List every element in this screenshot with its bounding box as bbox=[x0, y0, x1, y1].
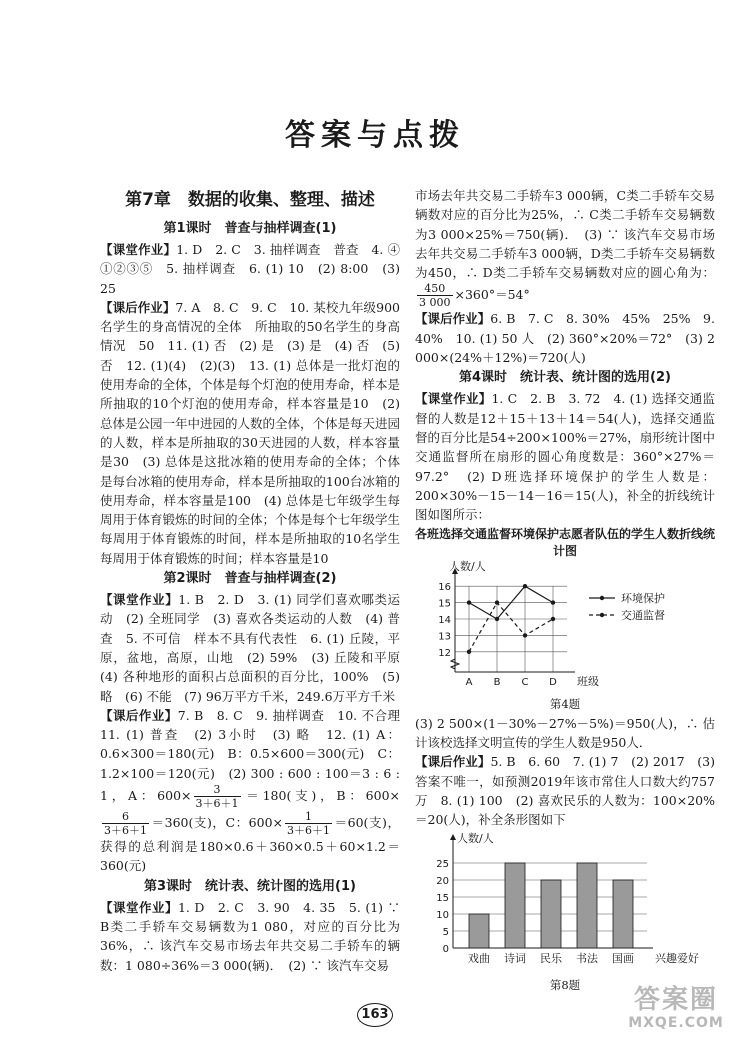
bar bbox=[541, 880, 561, 948]
figure-question-8 bbox=[415, 832, 715, 993]
fraction: $\frac{450}{3 000}$ bbox=[419, 282, 451, 310]
lesson-title-3: 第3课时 统计表、统计图的选用(1) bbox=[144, 878, 356, 894]
data-point bbox=[551, 601, 555, 605]
y-tick-label: 20 bbox=[436, 875, 449, 887]
left-column bbox=[100, 186, 413, 975]
legend-marker bbox=[600, 596, 604, 600]
watermark-logo bbox=[616, 985, 736, 1031]
lesson-3-after-answers: 【课后作业】6. B 7. C 8. 30% 45% 25% 9. 40% 10. (1) 50 人 (2) 360°×20%＝72° (3) 2 000×(24%＋12%)＝720(人) bbox=[415, 311, 715, 366]
chapter-title: 第7章 数据的收集、整理、描述 bbox=[125, 190, 375, 210]
watermark-url: MXQE.COM bbox=[628, 1015, 724, 1031]
data-point bbox=[523, 634, 527, 638]
x-tick-label: B bbox=[493, 677, 501, 689]
y-tick-label: 25 bbox=[436, 858, 449, 870]
class-work-tag: 【课堂作业】 bbox=[100, 899, 178, 915]
data-point bbox=[495, 617, 499, 621]
fraction: $\frac{1}{3+6+1}$ bbox=[287, 810, 331, 838]
y-tick-label: 15 bbox=[438, 599, 451, 611]
line-chart-title: 各班选择交通监督环境保护志愿者队伍的学生人数折线统计图 bbox=[415, 527, 716, 559]
after-work-tag: 【课后作业】 bbox=[415, 754, 491, 770]
lesson-4-after-answers: 【课后作业】5. B 6. 60 7. (1) 7 (2) 2017 (3) 答案不唯一，如预测2019年该市常住人口数大约757万 8. (1) 100 (2) 喜欢民乐的人数为：100×20%＝20(人)，补全条形图如下 bbox=[415, 754, 715, 828]
class-work-tag: 【课堂作业】 bbox=[100, 242, 177, 257]
fraction: $\frac{6}{3+6+1}$ bbox=[104, 810, 147, 838]
after-work-tag: 【课后作业】 bbox=[415, 311, 491, 327]
bar bbox=[505, 863, 525, 948]
watermark-text: 答案圈 bbox=[633, 985, 718, 1015]
x-tick-label: 国画 bbox=[612, 951, 634, 965]
x-tick-label: 戏曲 bbox=[468, 951, 490, 965]
page-number: 163 bbox=[357, 1003, 393, 1027]
x-axis-label: 班级 bbox=[577, 675, 599, 689]
legend-label: 交通监督 bbox=[621, 609, 665, 623]
x-tick-label: 民乐 bbox=[540, 951, 562, 965]
after-work-tag: 【课后作业】 bbox=[100, 299, 176, 315]
x-tick-label: A bbox=[465, 677, 473, 689]
y-tick-label: 16 bbox=[438, 582, 451, 594]
legend-label: 环境保护 bbox=[621, 592, 665, 606]
x-axis-label: 兴趣爱好 bbox=[655, 951, 699, 965]
lesson-3-class-answers: 【课堂作业】1. D 2. C 3. 90 4. 35 5. (1) ∵ B类二手轿车交易辆数为1 080，对应的百分比为36%，∴ 该汽车交易市场去年共交易二手轿车的辆数：1 080÷36%＝3 000(辆)． (2) ∵ 该汽车交易 bbox=[100, 899, 400, 973]
class-work-tag: 【课堂作业】 bbox=[415, 391, 492, 407]
bar-chart bbox=[415, 832, 715, 972]
y-axis-label: 人数/人 bbox=[449, 560, 486, 574]
data-point bbox=[495, 601, 499, 605]
y-axis-arrow bbox=[450, 834, 456, 840]
data-point bbox=[523, 584, 527, 588]
bar bbox=[577, 863, 597, 948]
lesson-1-class-answers: 【课堂作业】1. D 2. C 3. 抽样调查 普查 4. ④ ①②③⑤ 5. 抽样调查 6. (1) 10 (2) 8:00 (3) 25 bbox=[100, 242, 413, 296]
page-title: 答案与点拨 bbox=[285, 118, 465, 153]
x-tick-label: 书法 bbox=[576, 951, 598, 965]
figure-caption-4: 第4题 bbox=[549, 696, 581, 711]
line-chart bbox=[415, 560, 715, 690]
right-column bbox=[415, 186, 715, 995]
y-axis-label: 人数/人 bbox=[457, 831, 494, 845]
data-point bbox=[551, 617, 555, 621]
lesson-2-class-answers: 【课堂作业】1. B 2. D 3. (1) 同学们喜欢哪类运动 (2) 全班同学 (3) 喜欢各类运动的人数 (4) 普查 5. 不可信 样本不具有代表性 6. (1) 丘陵，平原，盆地，高原，山地 (2) 59% (3) 丘陵和平原 (4) 各种地形的面积占总面积的百分比，100% (5) 略 (6) 不能 (7) 96万平方千米，249.6万平方千米 bbox=[100, 592, 413, 704]
lesson-title-4: 第4课时 统计表、统计图的选用(2) bbox=[459, 370, 671, 386]
after-work-tag: 【课后作业】 bbox=[100, 707, 178, 723]
y-tick-label: 10 bbox=[436, 909, 449, 921]
figure-caption-8: 第8题 bbox=[549, 977, 581, 992]
y-tick-label: 12 bbox=[438, 648, 451, 660]
data-point bbox=[467, 601, 471, 605]
fraction: $\frac{3}{3+6+1}$ bbox=[195, 783, 239, 811]
y-tick-label: 0 bbox=[442, 943, 449, 955]
lesson-1-after-answers: 【课后作业】7. A 8. C 9. C 10. 某校九年级900名学生的身高情况的全体 所抽取的50名学生的身高情况 50 11. (1) 否 (2) 是 (3) 是 (4) 否 (5) 否 12. (1)(4) (2)(3) 13. (1) 总体是一批灯泡的使用寿命的全体，个体是每个灯泡的使用寿命，样本是所抽取的10个灯泡的使用寿命，样本容量是10 (2) 总体是公园一年中进园的人数的全体，个体是每天进园的人数，样本是所抽取的30天进园的人数，样本容量是30 (3) 总体是这批冰箱的使用寿命的全体；个体是每台冰箱的使用寿命，样本是所抽取的100台冰箱的使用寿命，样本容量是100 (4) 总体是七年级学生每周用于体育锻炼的时间的全体；个体是每个七年级学生每周用于体育锻炼的时间，样本是所抽取的10名学生每周用于体育锻炼的时间；样本容量是10 bbox=[100, 299, 401, 566]
y-tick-label: 15 bbox=[436, 892, 449, 904]
lesson-4-class-answers-part-3: (3) 2 500×(1－30%－27%－5%)＝950(人)，∴ 估计该校选择文明宣传的学生人数是950人． bbox=[415, 715, 715, 751]
lesson-2-after-answers: 【课后作业】7. B 8. C 9. 抽样调查 10. 不合理 11. (1) 普查 (2) 3小时 (3) 略 12. (1) A：0.6×300＝180(元) B：0.5×600＝300(元) C：1.2×100＝120(元) (2) 300 : 600 : 100＝3 : 6 : 1，A：600× $\frac{3}{3+6+1}$ ＝180(支)，B：600× $\frac{6}{3+6+1}$ ＝360(支)，C：600× $\frac{1}{3+6+1}$ ＝60(支)，获得的总利润是180×0.6＋360×0.5＋60×1.2＝360(元) bbox=[100, 707, 413, 874]
x-tick-label: C bbox=[521, 677, 529, 689]
y-tick-label: 5 bbox=[442, 926, 449, 938]
bar bbox=[613, 880, 633, 948]
y-tick-label: 13 bbox=[438, 631, 451, 643]
data-point bbox=[467, 650, 471, 654]
x-tick-label: D bbox=[549, 677, 557, 689]
legend-marker bbox=[600, 613, 604, 617]
lesson-3-class-answers-continued: 市场去年共交易二手轿车3 000辆，C类二手轿车交易辆数对应的百分比为25%，∴ C类二手轿车交易辆数为3 000×25%＝750(辆)． (3) ∵ 该汽车交易市场去年共交易二手轿车3 000辆，D类二手轿车交易辆数为450，∴ D类二手轿车交易辆数对应的圆心角为： $\frac{450}{3 000}$ ×360°＝54° bbox=[415, 188, 715, 310]
figure-question-4 bbox=[415, 526, 715, 711]
lesson-title-1: 第1课时 普查与抽样调查(1) bbox=[163, 221, 337, 236]
x-tick-label: 诗词 bbox=[504, 951, 526, 965]
bar bbox=[469, 914, 489, 948]
class-work-tag: 【课堂作业】 bbox=[100, 592, 179, 608]
y-tick-label: 14 bbox=[438, 615, 451, 627]
lesson-title-2: 第2课时 普查与抽样调查(2) bbox=[163, 571, 337, 587]
lesson-4-class-answers: 【课堂作业】1. C 2. B 3. 72 4. (1) 选择交通监督的人数是12＋15＋13＋14＝54(人)，选择交通监督的百分比是54÷200×100%＝27%，扇形统计图中交通监督所在扇形的圆心角度数是：360°×27%＝97.2° (2) D班选择环境保护的学生人数是：200×30%－15－14－16＝15(人)，补全的折线统计图如图所示： bbox=[415, 391, 715, 523]
